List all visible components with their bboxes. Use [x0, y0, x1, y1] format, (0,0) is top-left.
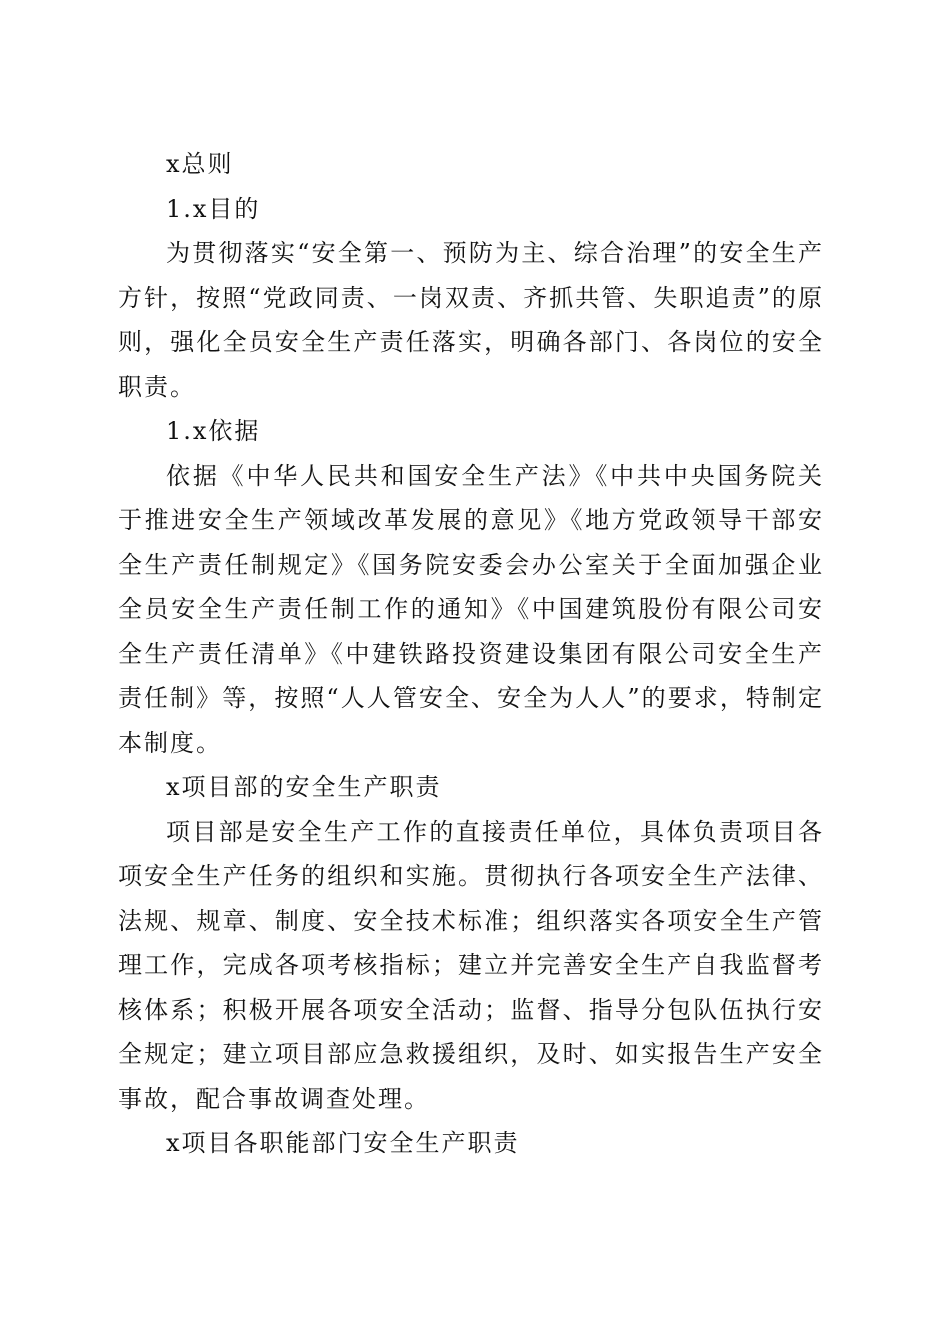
- subsection-heading-basis: 1.x依据: [166, 417, 261, 445]
- section-heading-department-duties: x项目各职能部门安全生产职责: [166, 1129, 520, 1157]
- document-body: [118, 142, 824, 1166]
- paragraph-basis: 依据《中华人民共和国安全生产法》《中共中央国务院关于推进安全生产领域改革发展的意见》《地方党政领导干部安全生产责任制规定》《国务院安委会办公室关于全面加强企业全员安全生产责任制工作的通知》《中国建筑股份有限公司安全生产责任清单》《中建铁路投资建设集团有限公司安全生产责任制》等，按照“人人管安全、安全为人人”的要求，特制定本制度。: [118, 461, 824, 757]
- subsection-heading-purpose: 1.x目的: [166, 194, 261, 223]
- paragraph-project-duties: 项目部是安全生产工作的直接责任单位，具体负责项目各项安全生产任务的组织和实施。贯彻执行各项安全生产法律、法规、规章、制度、安全技术标准；组织落实各项安全生产管理工作，完成各项考核指标；建立并完善安全生产自我监督考核体系；积极开展各项安全活动；监督、指导分包队伍执行安全规定；建立项目部应急救援组织，及时、如实报告生产安全事故，配合事故调查处理。: [118, 817, 824, 1113]
- section-heading-general: x总则: [166, 150, 234, 178]
- paragraph-purpose: 为贯彻落实“安全第一、预防为主、综合治理”的安全生产方针，按照“党政同责、一岗双责、齐抓共管、失职追责”的原则，强化全员安全生产责任落实，明确各部门、各岗位的安全职责。: [118, 239, 824, 401]
- section-heading-project-duties: x项目部的安全生产职责: [166, 773, 442, 801]
